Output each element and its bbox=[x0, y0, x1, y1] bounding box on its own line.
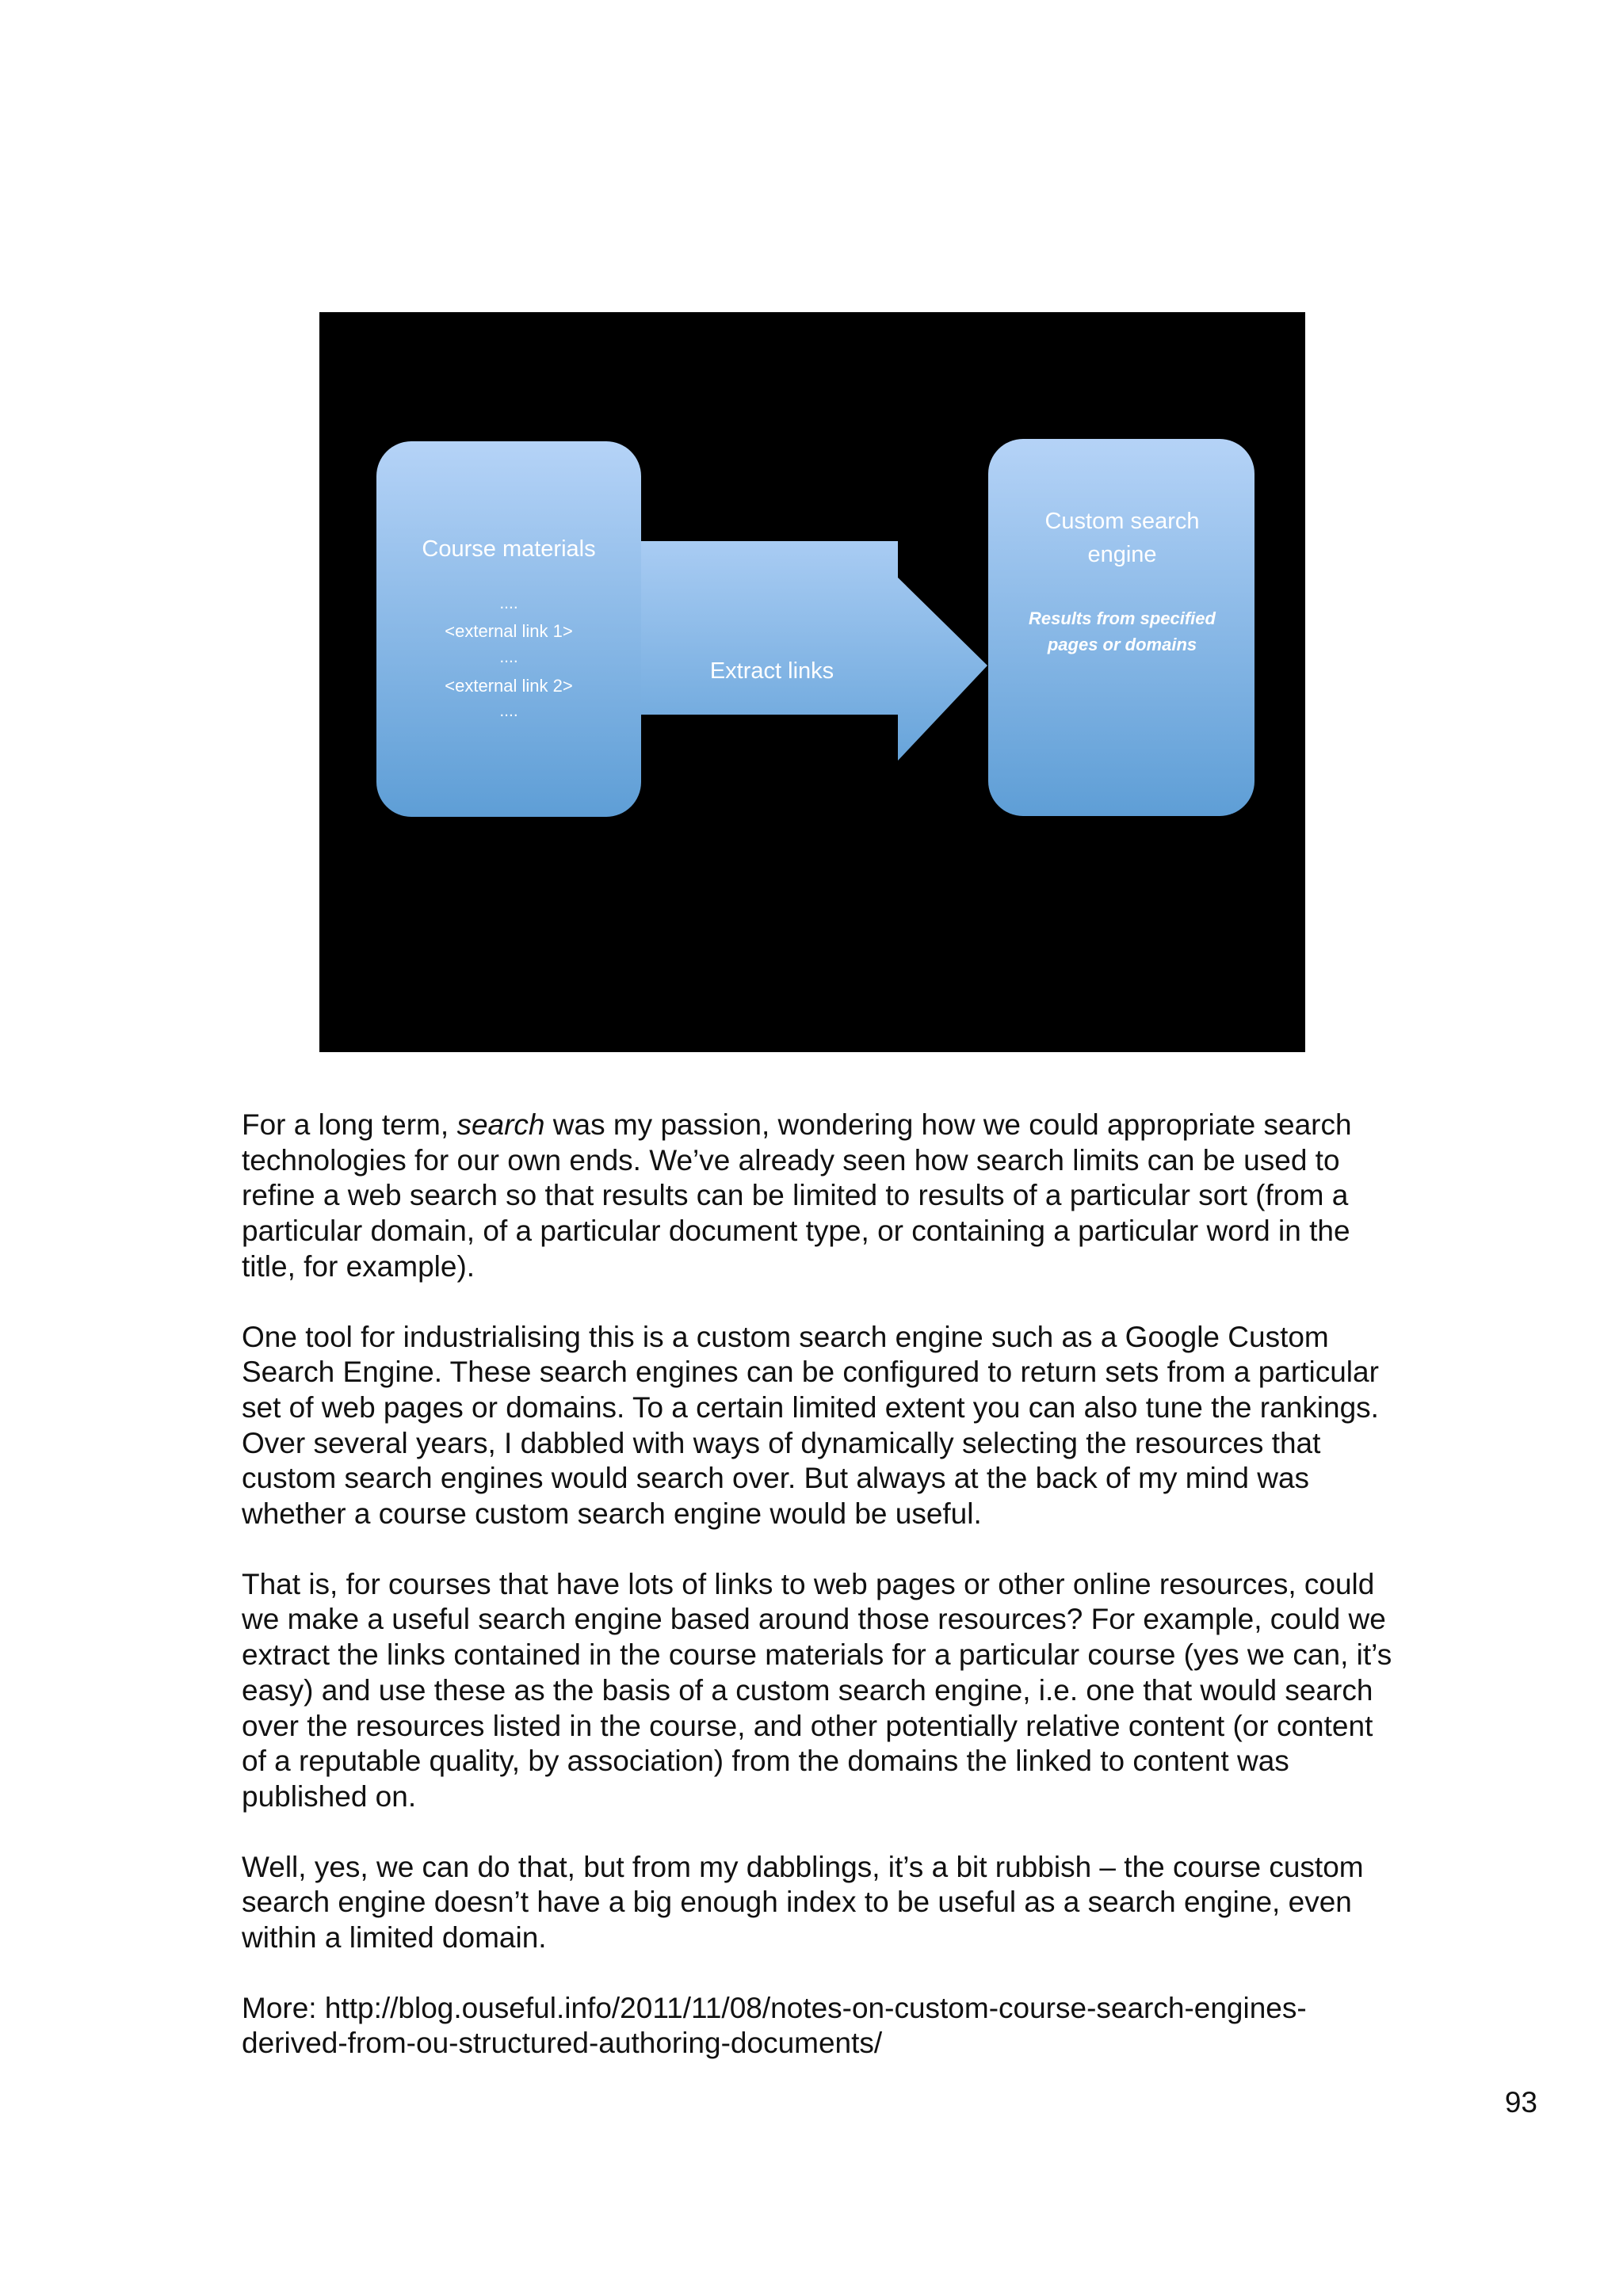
paragraph-2: One tool for industrialising this is a custom search engine such as a Google Custom Search Engine. These search engines can be configured to return sets from a particular set of web pages or domains. To a certain limited extent you can also tune the rankings. Over several years, I dabbled with ways of dynamically selecting the resources that custom search engines would search over. But always at the back of my mind was whether a course custom search engine would be useful. bbox=[242, 1320, 1379, 1531]
custom-search-title-line2: engine bbox=[1087, 542, 1157, 567]
course-materials-title: Course materials bbox=[422, 536, 596, 562]
left-box-line-1: .... bbox=[499, 594, 518, 612]
paragraph-1-rest: was my passion, wondering how we could appropriate search technologies for our own ends. We’ve already seen how search limits can be used to refine a web search so that results can be limited to results of a particular sort (from a particular domain, of a particular document type, or containing a particular word in the title, for example). bbox=[242, 1108, 1352, 1283]
search-emphasis: search bbox=[456, 1108, 545, 1141]
left-box-line-5: .... bbox=[499, 702, 518, 720]
custom-search-subtitle-line2: pages or domains bbox=[1047, 635, 1197, 654]
more-label: More: bbox=[242, 1991, 325, 2024]
paragraph-3: That is, for courses that have lots of links to web pages or other online resources, could we make a useful search engine based around those resources? For example, could we extract the links contained in the course materials for a particular course (yes we can, it’s easy) and use these as the basis of a custom search engine, i.e. one that would search over the resources listed in the course, and other potentially relative content (or content of a reputable quality, by association) from the domains the linked to content was published on. bbox=[242, 1567, 1392, 1813]
left-box-line-2: <external link 1> bbox=[445, 621, 573, 641]
slide-figure bbox=[319, 312, 1305, 1052]
more-link-part-2: derived-from-ou-structured-authoring-documents/ bbox=[242, 2027, 883, 2060]
page-number: 93 bbox=[1504, 2086, 1537, 2119]
custom-search-title-line1: Custom search bbox=[1044, 509, 1200, 534]
paragraph-5 bbox=[242, 1991, 1399, 2061]
body-text bbox=[242, 1108, 1399, 2096]
paragraph-4: Well, yes, we can do that, but from my dabblings, it’s a bit rubbish – the course custom search engine doesn’t have a big enough index to be useful as a search engine, even within a limited domain. bbox=[242, 1850, 1364, 1955]
paragraph-1-start: For a long term, bbox=[242, 1108, 457, 1141]
course-search-diagram bbox=[319, 312, 1305, 1052]
extract-links-label: Extract links bbox=[709, 658, 834, 684]
paragraph-1 bbox=[242, 1108, 1399, 1285]
extract-arrow bbox=[636, 541, 987, 761]
left-box-line-4: <external link 2> bbox=[445, 676, 573, 696]
custom-search-subtitle-line1: Results from specified bbox=[1029, 608, 1216, 628]
left-box-line-3: .... bbox=[499, 648, 518, 666]
more-link-part-1: http://blog.ouseful.info/2011/11/08/notes-on-custom-course-search-engines- bbox=[324, 1991, 1307, 2024]
